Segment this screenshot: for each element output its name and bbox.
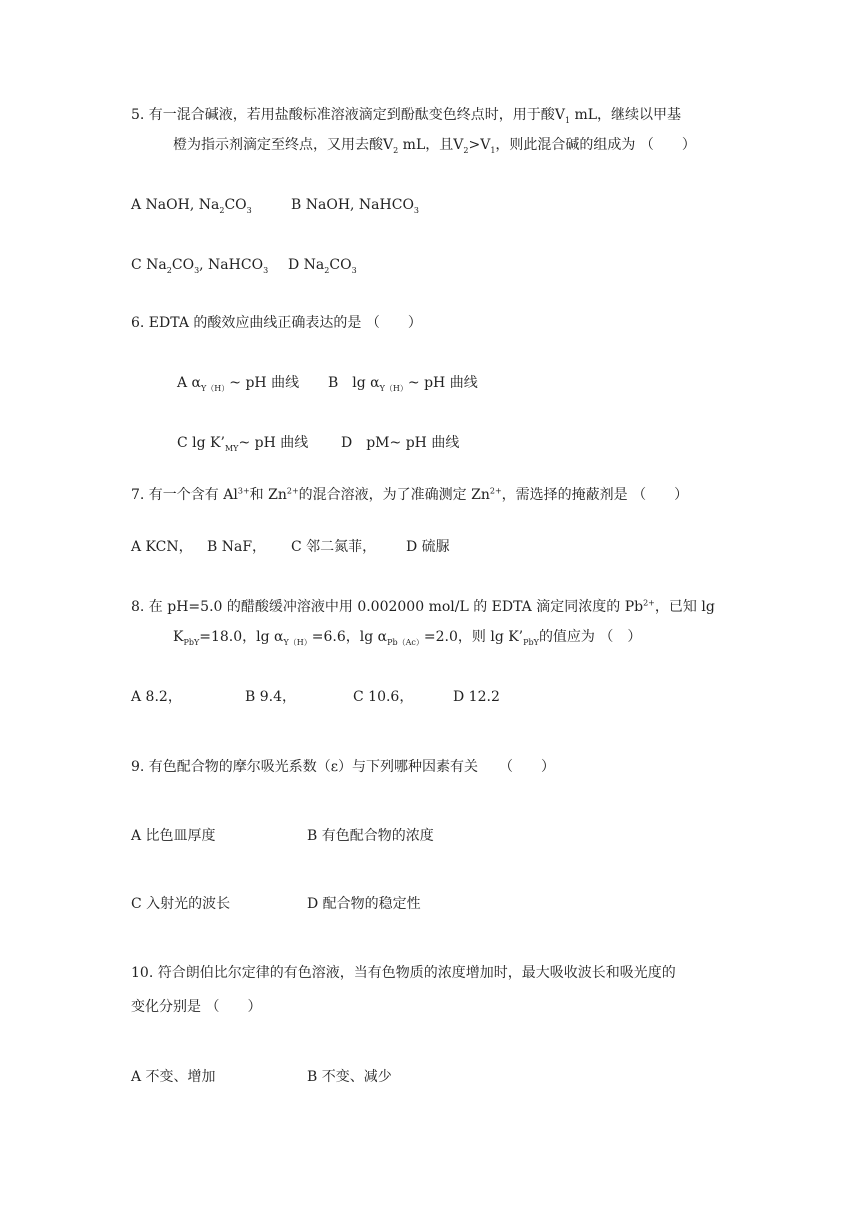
- q5-line1: 5. 有一混合碱液，若用盐酸标准溶液滴定到酚酞变色终点时，用于酸$V_1$ mL，继续以甲基: [131, 107, 682, 125]
- q8-line2: $K_{PbY}=18.0$，$\lg \alpha_{Y(H)}=6.6$，$\lg \alpha_{Pb(Ac)}=2.0$，则 $\lg K’_{PbY}$的值应为 （ ）: [173, 629, 642, 647]
- q5-line2: 橙为指示剂滴定至终点，又用去酸$V_2$ mL，且$V_2>V_1$，则此混合碱的组成为 （ ）: [173, 137, 696, 155]
- q9-option-d: D 配合物的稳定性: [307, 896, 421, 912]
- q9-option-a: A 比色皿厚度: [131, 828, 216, 844]
- q8-option-b: B 9.4，: [245, 689, 297, 705]
- q7-stem: 7. 有一个含有 $Al^{3+}$和 $Zn^{2+}$的混合溶液，为了准确测定 $Zn^{2+}$，需选择的掩蔽剂是 （ ）: [131, 486, 689, 503]
- q8-option-d: D 12.2: [453, 689, 500, 705]
- q10-option-b: B 不变、减少: [307, 1069, 392, 1085]
- q8-option-c: C 10.6，: [353, 689, 414, 705]
- q5-option-d: D $Na_2CO_3$: [288, 257, 357, 275]
- q7-option-a: A KCN，: [131, 539, 193, 555]
- q7-option-d: D 硫脲: [406, 539, 450, 555]
- q7-option-c: C 邻二氮菲，: [291, 539, 377, 555]
- q5-option-c: C $Na_2CO_3$, NaHCO$_3$: [131, 257, 269, 275]
- q5-option-b: B NaOH, NaHCO$_3$: [291, 197, 420, 215]
- q7-option-b: B NaF，: [207, 539, 267, 555]
- q9-option-c: C 入射光的波长: [131, 896, 231, 912]
- q8-option-a: A 8.2，: [131, 689, 182, 705]
- q5-option-a: A NaOH, $Na_2CO_3$: [131, 197, 252, 215]
- q9-option-b: B 有色配合物的浓度: [307, 828, 434, 844]
- q6-option-b: B $\lg \alpha_{Y(H)}\sim$ pH 曲线: [328, 375, 478, 393]
- q6-stem: 6. EDTA 的酸效应曲线正确表达的是 （ ）: [131, 315, 422, 331]
- q6-option-c: C $\lg K’_{MY}\sim$ pH 曲线: [177, 435, 309, 453]
- q6-option-d: D pM~ pH 曲线: [341, 435, 460, 451]
- q10-line2: 变化分别是 （ ）: [131, 999, 262, 1015]
- q10-option-a: A 不变、增加: [131, 1069, 216, 1085]
- q8-line1: 8. 在 pH=5.0 的醋酸缓冲溶液中用 0.002000 mol/L 的 EDTA 滴定同浓度的 $Pb^{2+}$，已知 lg: [131, 598, 715, 615]
- q10-line1: 10. 符合朗伯比尔定律的有色溶液，当有色物质的浓度增加时，最大吸收波长和吸光度的: [131, 965, 676, 981]
- q6-option-a: A $\alpha_{Y(H)}\sim$ pH 曲线: [177, 375, 300, 393]
- q9-stem: 9. 有色配合物的摩尔吸光系数（ε）与下列哪种因素有关 （ ）: [131, 759, 556, 775]
